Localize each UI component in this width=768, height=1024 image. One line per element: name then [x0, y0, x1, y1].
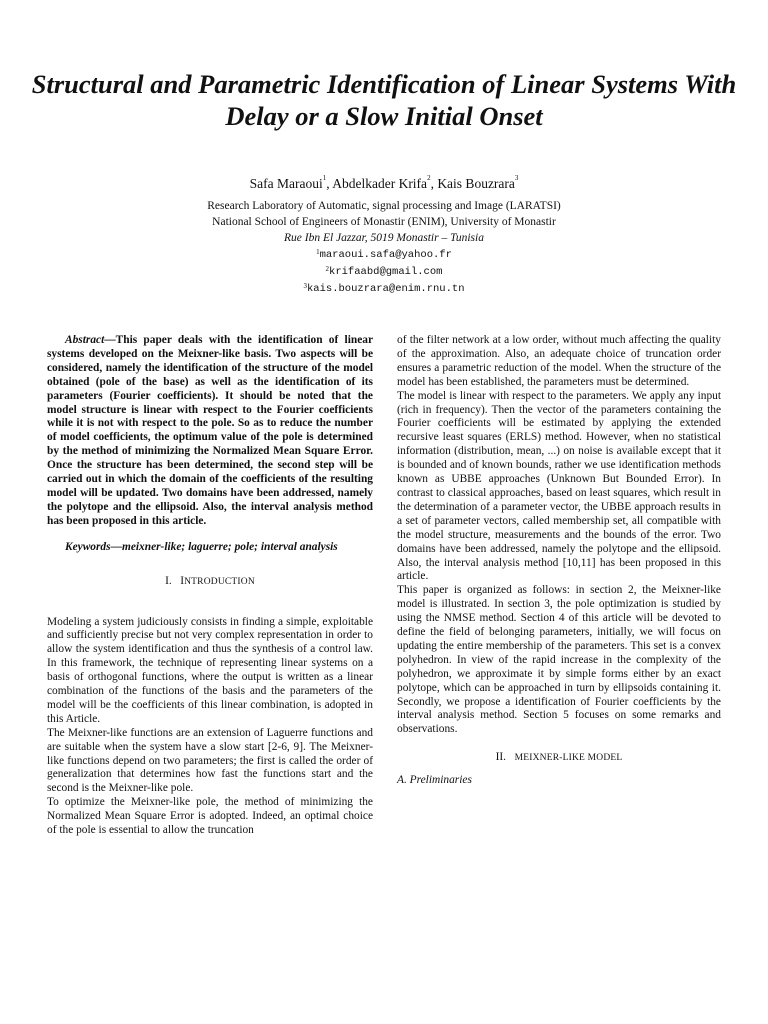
- affiliation-lab: Research Laboratory of Automatic, signal processing and Image (LARATSI): [207, 200, 561, 212]
- paragraph: The model is linear with respect to the parameters. We apply any input (rich in frequency). Then the vector of the parameters containing the Fourier coefficients will be estimated by applying the extended recursive least squares (ERLS) method. However, when no statistical information (distribution, mean, ...) on noise is available except that it is bounded and of known bounds, rather we use identification methods known as UBBE approaches (Unknown But Bounded Error). In contrast to classical approaches, based on least squares, which result in the determination of a parameter vector, the UBBE approach results in a set of parameter vectors, called membership set, all compatible with the model structure, measurements and the bounds of the error. Two domains have been addressed, namely the polytope and the ellipsoid. Also, the interval analysis method [10,11] has been proposed in this article.: [397, 389, 721, 583]
- right-column: [397, 334, 721, 788]
- author-sup: 3: [514, 174, 519, 182]
- affiliation-block: [0, 198, 768, 297]
- author-name: Safa Maraoui: [249, 176, 323, 191]
- author-line: Safa Maraoui$^1$, Abdelkader Krifa$^2$, Kais Bouzrara$^3$: [249, 174, 519, 191]
- keywords: Keywords—meixner-like; laguerre; pole; interval analysis: [65, 540, 338, 553]
- email-address[interactable]: kais.bouzrara@enim.rnu.tn: [306, 283, 465, 295]
- email-line: $^3$kais.bouzrara@enim.rnu.tn: [303, 282, 465, 295]
- affiliation-address: Rue Ibn El Jazzar, 5019 Monastir – Tunisia: [284, 232, 484, 244]
- abstract-text: —This paper deals with the identification of linear systems developed on the Meixner-like basis. Two aspects will be considered, namely the identification of the structure of the model obtained (pole of the base) as well as the identification of its parameters (Fourier coefficients). It should be noted that the model structure is linear with respect to the Fourier coefficients while it is not with respect to the pole. So as to reduce the number of model coefficients, the optimum value of the pole is determined by the method of minimizing the Normalized Mean Square Error. Once the structure has been determined, the second step will be carried out in which the domain of the coefficients of the resulting model will be updated. Two domains have been addressed, namely the polytope and the ellipsoid. Also, the interval analysis method has been proposed in this article.: [47, 334, 373, 527]
- paragraph: This paper is organized as follows: in section 2, the Meixner-like model is illustrated. In section 3, the pole optimization is studied by using the NMSE method. Section 4 of this article will be devoted to define the field of belonging parameters, initially, we will focus on updating the entire membership of the parameters. This set is a convex polyhedron. In view of the rapid increase in the complexity of the polyhedron, we approximate it by simple forms either by an exact polytope, which can be approached in turn by ellipsoids containing it. Secondly, we propose a identification of Fourier coefficients by the interval analysis method. Section 5 focuses on some remarks and observations.: [397, 584, 721, 736]
- affiliation-school: National School of Engineers of Monastir (ENIM), University of Monastir: [212, 216, 556, 228]
- section-heading-meixner: II. MEIXNER-LIKE MODEL: [495, 751, 623, 764]
- email-address[interactable]: krifaabd@gmail.com: [329, 266, 443, 278]
- email-address[interactable]: maraoui.safa@yahoo.fr: [319, 249, 452, 261]
- subsection-heading: A. Preliminaries: [397, 774, 472, 787]
- email-line: $^1$maraoui.safa@yahoo.fr: [316, 248, 452, 261]
- abstract-label: Abstract: [65, 334, 105, 346]
- author-name: Abdelkader Krifa: [332, 176, 428, 191]
- paragraph: of the filter network at a low order, without much affecting the quality of the approximation. Also, an adequate choice of truncation order ensures a parametric reduction of the model. When the structure of the model has been established, the parameters must be determined.: [397, 334, 721, 388]
- paragraph: Modeling a system judiciously consists in finding a simple, exploitable and sufficiently precise but not very complex representation in order to allow the system identification and thus the synthesis of a control law. In this framework, the technique of representing linear systems on a basis of orthogonal functions, where the output is written as a linear combination of the functions of the basis and the parameters of the model will be the coefficients of this linear combination, is adopted in this Article.: [47, 615, 373, 725]
- paragraph: The Meixner-like functions are an extension of Laguerre functions and are suitable when the system have a slow start [2-6, 9]. The Meixner-like functions depend on two parameters; the first is called the order of generalization that determines how fast the functions start and the second is the Meixner-like pole.: [47, 726, 373, 795]
- paragraph: To optimize the Meixner-like pole, the method of minimizing the Normalized Mean Square Error is adopted. Indeed, an optimal choice of the pole is essential to allow the truncation: [47, 796, 373, 837]
- section-heading-introduction: I. INTRODUCTION: [165, 574, 255, 587]
- author-name: Kais Bouzrara: [437, 176, 515, 191]
- author-sup: 2: [427, 174, 431, 182]
- paper-title: Structural and Parametric Identification of Linear Systems With Delay or a Slow Initial Onset: [31, 69, 737, 131]
- left-column: [47, 334, 373, 838]
- author-sup: 1: [322, 174, 327, 182]
- abstract: [47, 334, 373, 529]
- email-line: $^2$krifaabd@gmail.com: [325, 265, 443, 278]
